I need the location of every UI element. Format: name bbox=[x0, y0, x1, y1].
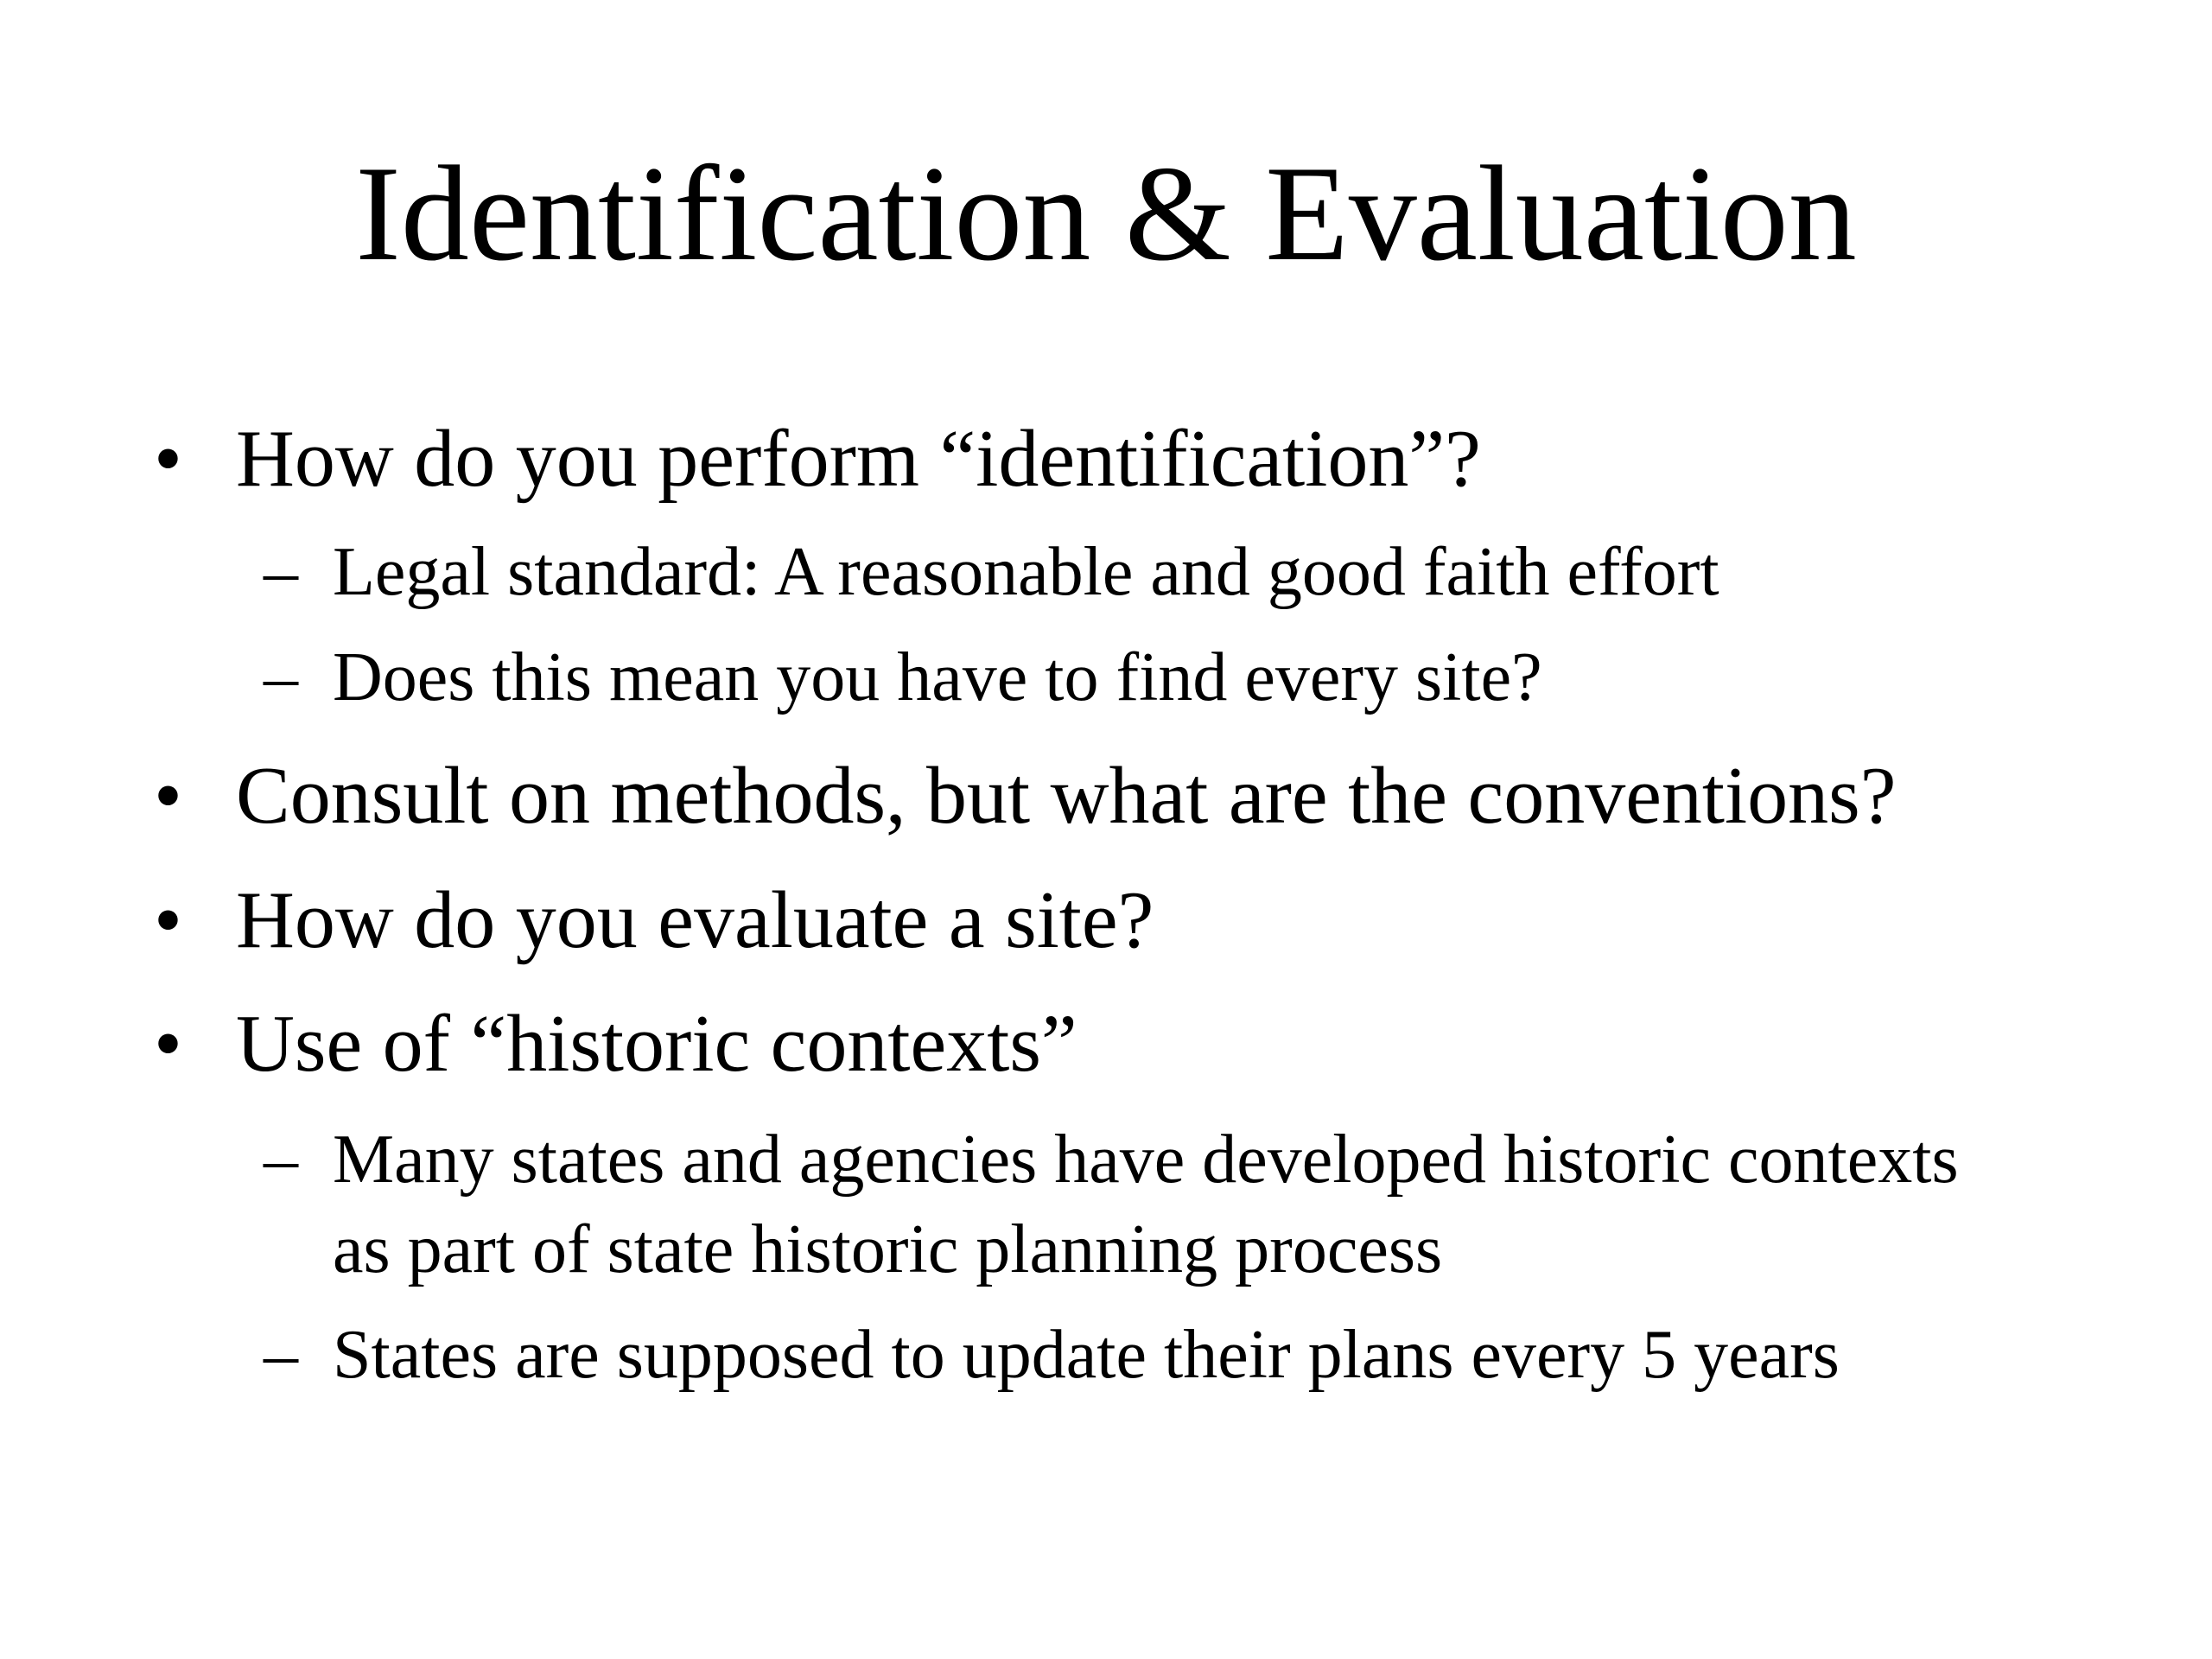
sub-bullet-item bbox=[0, 636, 2212, 719]
sub-bullet-text: as part of state historic planning process bbox=[333, 1211, 1443, 1287]
sub-bullet-item bbox=[0, 531, 2212, 613]
sub-bullet-text: Does this mean you have to find every site? bbox=[333, 639, 1542, 715]
bullet-item bbox=[0, 411, 2212, 506]
sub-bullet-marker: – bbox=[264, 534, 298, 610]
bullet-text: Use of “historic contexts” bbox=[236, 999, 1077, 1089]
sub-bullet-continuation bbox=[0, 1208, 2212, 1291]
sub-bullet-text: Legal standard: A reasonable and good faith effort bbox=[333, 534, 1719, 610]
bullet-marker: • bbox=[154, 751, 182, 841]
bullet-text: Consult on methods, but what are the conventions? bbox=[236, 751, 1897, 841]
sub-bullet-marker: – bbox=[264, 1122, 298, 1198]
bullet-text: How do you evaluate a site? bbox=[236, 875, 1154, 965]
sub-bullet-marker: – bbox=[264, 1317, 298, 1393]
sub-bullet-text: Many states and agencies have developed historic contexts bbox=[333, 1122, 1959, 1198]
sub-bullet-item bbox=[0, 1313, 2212, 1396]
bullet-marker: • bbox=[154, 999, 182, 1089]
bullet-marker: • bbox=[154, 414, 182, 504]
bullet-item bbox=[0, 873, 2212, 968]
bullet-item bbox=[0, 748, 2212, 843]
sub-bullet-marker: – bbox=[264, 639, 298, 715]
sub-bullet-text: States are supposed to update their plans every 5 years bbox=[333, 1317, 1840, 1393]
bullet-text: How do you perform “identification”? bbox=[236, 414, 1481, 504]
bullet-marker: • bbox=[154, 875, 182, 965]
bullet-item bbox=[0, 996, 2212, 1091]
slide-title: Identification & Evaluation bbox=[355, 138, 1857, 289]
sub-bullet-item bbox=[0, 1118, 2212, 1201]
